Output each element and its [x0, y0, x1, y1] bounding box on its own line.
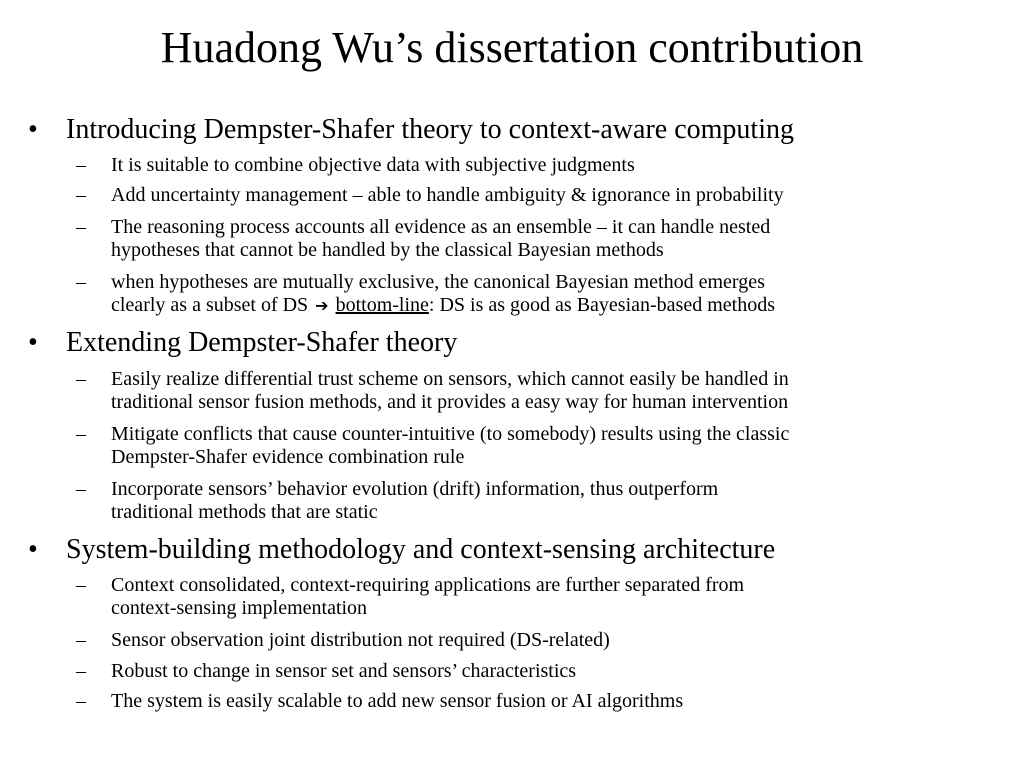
sub-bullet-text: The system is easily scalable to add new sensor fusion or AI algorithms: [111, 690, 684, 712]
dash-marker: –: [76, 216, 86, 238]
sub-bullet: [76, 660, 991, 683]
bullet-system-building: [28, 534, 776, 566]
underlined-term: bottom-line: [335, 294, 429, 316]
sub-bullet-text: traditional sensor fusion methods, and it provides a easy way for human intervention: [111, 391, 789, 413]
dash-marker: –: [76, 660, 86, 682]
bullet-text: Introducing Dempster-Shafer theory to context-aware computing: [66, 114, 794, 145]
sub-bullet-text: It is suitable to combine objective data with subjective judgments: [111, 154, 635, 176]
dash-marker: –: [76, 629, 86, 651]
sub-bullet-text: Sensor observation joint distribution not required (DS-related): [111, 629, 610, 651]
sub-bullet-text: hypotheses that cannot be handled by the classical Bayesian methods: [111, 239, 664, 261]
bullet-text: System-building methodology and context-sensing architecture: [66, 534, 776, 565]
sub-bullet-text: Incorporate sensors’ behavior evolution (drift) information, thus outperform: [111, 478, 719, 500]
sub-bullet-text: The reasoning process accounts all evidence as an ensemble – it can handle nested: [111, 216, 771, 238]
sub-bullet: [76, 368, 991, 414]
sub-bullet-text: Easily realize differential trust scheme on sensors, which cannot easily be handled in: [111, 368, 789, 390]
sub-bullet: [76, 154, 991, 177]
dash-marker: –: [76, 423, 86, 445]
dash-marker: –: [76, 574, 86, 596]
bullet-text: Extending Dempster-Shafer theory: [66, 327, 458, 358]
sub-bullet-text: Context consolidated, context-requiring applications are further separated from: [111, 574, 745, 596]
sub-bullet: [76, 423, 991, 469]
bullet-extending-ds: [28, 327, 458, 359]
dash-marker: –: [76, 154, 86, 176]
text-prefix: clearly as a subset of DS: [111, 294, 309, 316]
sub-bullet-text: Robust to change in sensor set and sensors’ characteristics: [111, 660, 577, 682]
sub-bullet: [76, 271, 991, 317]
bullet-marker: •: [28, 534, 38, 565]
sub-bullet-text: Add uncertainty management – able to handle ambiguity & ignorance in probability: [111, 184, 784, 206]
sub-bullet-text: Mitigate conflicts that cause counter-intuitive (to somebody) results using the classic: [111, 423, 790, 445]
sub-bullet: [76, 629, 991, 652]
slide-title: Huadong Wu’s dissertation contribution: [160, 23, 864, 72]
dash-marker: –: [76, 271, 86, 293]
bullet-marker: •: [28, 114, 38, 145]
sub-bullet: [76, 478, 991, 524]
sub-bullet-text: traditional methods that are static: [111, 501, 378, 523]
sub-bullet-text: when hypotheses are mutually exclusive, the canonical Bayesian method emerges: [111, 271, 765, 293]
sub-bullet: [76, 184, 991, 207]
dash-marker: –: [76, 478, 86, 500]
sub-bullet-text-with-arrow: [111, 294, 991, 317]
dash-marker: –: [76, 690, 86, 712]
sub-bullet-text: context-sensing implementation: [111, 597, 368, 619]
sub-bullet: [76, 216, 991, 262]
right-arrow-icon: ➔: [315, 296, 329, 315]
bullet-introducing-ds: [28, 114, 794, 146]
dash-marker: –: [76, 184, 86, 206]
sub-bullet: [76, 574, 991, 620]
text-suffix: : DS is as good as Bayesian-based methods: [428, 294, 775, 316]
bullet-marker: •: [28, 327, 38, 358]
sub-bullet: [76, 690, 991, 713]
dash-marker: –: [76, 368, 86, 390]
sub-bullet-text: Dempster-Shafer evidence combination rule: [111, 446, 465, 468]
